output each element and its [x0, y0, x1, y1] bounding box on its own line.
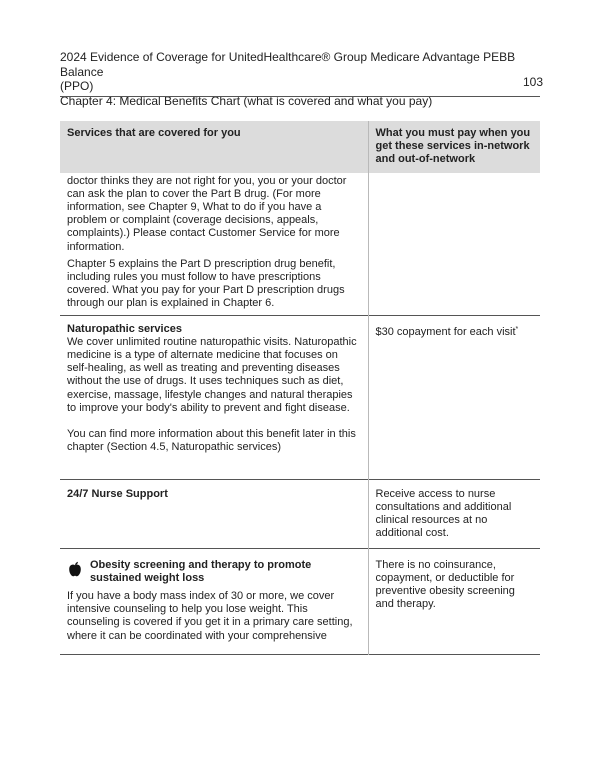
header-divider — [60, 96, 540, 97]
services-cell — [60, 479, 368, 548]
service-title-nurse-support: 24/7 Nurse Support — [67, 487, 168, 500]
service-description: We cover unlimited routine naturopathic visits. Naturopathic medicine is a type of alternate medicine that focuses on self-healing, as well as treating and preventing diseases without the use of drugs. It uses techniques such as diet, exercise, massage, lifestyle changes and natural therapies to improve your body's ability to prevent and fight disease. — [67, 335, 357, 414]
cost-cell — [368, 173, 540, 316]
cost-cell — [368, 315, 540, 479]
service-more-info: You can find more information about this benefit later in this chapter (Section 4.5, Naturopathic services) — [67, 428, 356, 454]
footnote-mark: * — [515, 325, 519, 333]
service-description: If you have a body mass index of 30 or more, we cover intensive counseling to help you lose weight. This counseling is covered if you get it in a primary care setting, where it can be coordinated with your comprehensive — [67, 590, 353, 642]
page-header — [60, 50, 540, 108]
table-row-nurse-support — [60, 479, 540, 548]
services-cell — [60, 315, 368, 479]
apple-icon — [68, 561, 82, 577]
services-cell — [60, 173, 368, 316]
cost-cell — [368, 548, 540, 654]
table-row-part-b-continued — [60, 173, 540, 316]
table-header-row — [60, 121, 540, 173]
col-header-services: Services that are covered for you — [60, 121, 368, 173]
cost-nurse-support: Receive access to nurse consultations and additional clinical resources at no additional cost. — [375, 487, 512, 540]
page-number: 103 — [523, 75, 544, 89]
cost-cell — [368, 479, 540, 548]
paragraph-part-b: doctor thinks they are not right for you, you or your doctor can ask the plan to cover the Part B drug. (For more information, see Chapter 9, What to do if you have a problem or complaint (coverage decisions, appeals, complaints).) Please contact Customer Service for more information. — [67, 174, 347, 253]
service-title-obesity: Obesity screening and therapy to promote sustained weight loss — [90, 558, 312, 584]
benefits-table — [60, 121, 540, 655]
table-row-obesity — [60, 548, 540, 654]
services-cell — [60, 548, 368, 654]
service-title-naturopathic: Naturopathic services — [67, 322, 182, 335]
col-header-cost: What you must pay when you get these services in-network and out-of-network — [368, 121, 540, 173]
document-title-line-2: (PPO) — [60, 79, 94, 93]
cost-naturopathic: $30 copayment for each visit — [375, 325, 516, 338]
paragraph-part-d: Chapter 5 explains the Part D prescription drug benefit, including rules you must follow to have prescriptions covered. What you pay for your Part D prescription drugs through our plan is explained in Chapter 6. — [67, 257, 345, 310]
cost-obesity: There is no coinsurance, copayment, or deductible for preventive obesity screening and therapy. — [375, 558, 515, 611]
chapter-title: Chapter 4: Medical Benefits Chart (what is covered and what you pay) — [60, 93, 433, 108]
table-row-naturopathic — [60, 315, 540, 479]
document-title-line-1: 2024 Evidence of Coverage for UnitedHealthcare® Group Medicare Advantage PEBB Balance — [60, 50, 516, 79]
